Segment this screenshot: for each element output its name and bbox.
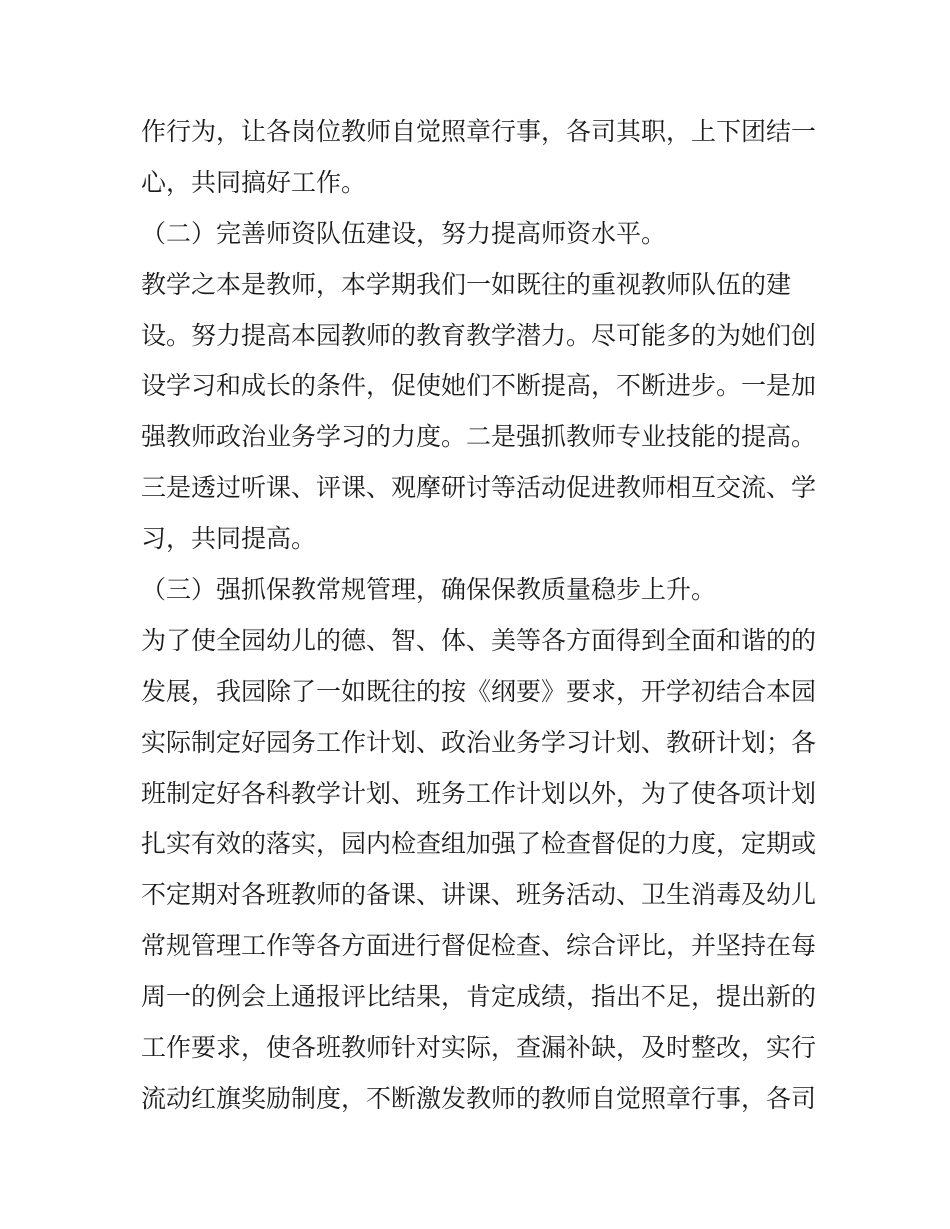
paragraph-line: 三是透过听课、评课、观摩研讨等活动促进教师相互交流、学 xyxy=(141,473,817,503)
paragraph-line: 设。努力提高本园教师的教育教学潜力。尽可能多的为她们创 xyxy=(141,320,817,350)
paragraph-line: 班制定好各科教学计划、班务工作计划以外，为了使各项计划 xyxy=(141,778,817,808)
paragraph-line: 作行为，让各岗位教师自觉照章行事，各司其职，上下团结一 xyxy=(141,117,817,146)
paragraph-line: 工作要求，使各班教师针对实际，查漏补缺，及时整改，实行 xyxy=(141,1033,817,1063)
section-heading: （三）强抓保教常规管理，确保保教质量稳步上升。 xyxy=(141,575,717,605)
paragraph-line: 不定期对各班教师的备课、讲课、班务活动、卫生消毒及幼儿 xyxy=(141,880,817,910)
paragraph-line: 心，共同搞好工作。 xyxy=(141,167,367,197)
paragraph-line: 教学之本是教师，本学期我们一如既往的重视教师队伍的建 xyxy=(141,269,792,299)
paragraph-line: 流动红旗奖励制度，不断激发教师的教师自觉照章行事，各司 xyxy=(141,1083,817,1113)
paragraph-line: 实际制定好园务工作计划、政治业务学习计划、教研计划；各 xyxy=(141,727,817,757)
paragraph-line: 发展，我园除了一如既往的按《纲要》要求，开学初结合本园 xyxy=(141,676,817,706)
document-body xyxy=(141,107,821,1125)
section-heading: （二）完善师资队伍建设，努力提高师资水平。 xyxy=(141,218,667,248)
paragraph-line: 习，共同提高。 xyxy=(141,524,317,554)
paragraph-line: 扎实有效的落实，园内检查组加强了检查督促的力度，定期或 xyxy=(141,829,817,859)
paragraph-line: 常规管理工作等各方面进行督促检查、综合评比，并坚持在每 xyxy=(141,931,817,961)
paragraph-line: 为了使全园幼儿的德、智、体、美等各方面得到全面和谐的的 xyxy=(141,625,817,655)
paragraph-line: 设学习和成长的条件，促使她们不断提高，不断进步。一是加 xyxy=(141,371,817,401)
paragraph-line: 周一的例会上通报评比结果，肯定成绩，指出不足，提出新的 xyxy=(141,982,817,1012)
paragraph-line: 强教师政治业务学习的力度。二是强抓教师专业技能的提高。 xyxy=(141,422,817,452)
